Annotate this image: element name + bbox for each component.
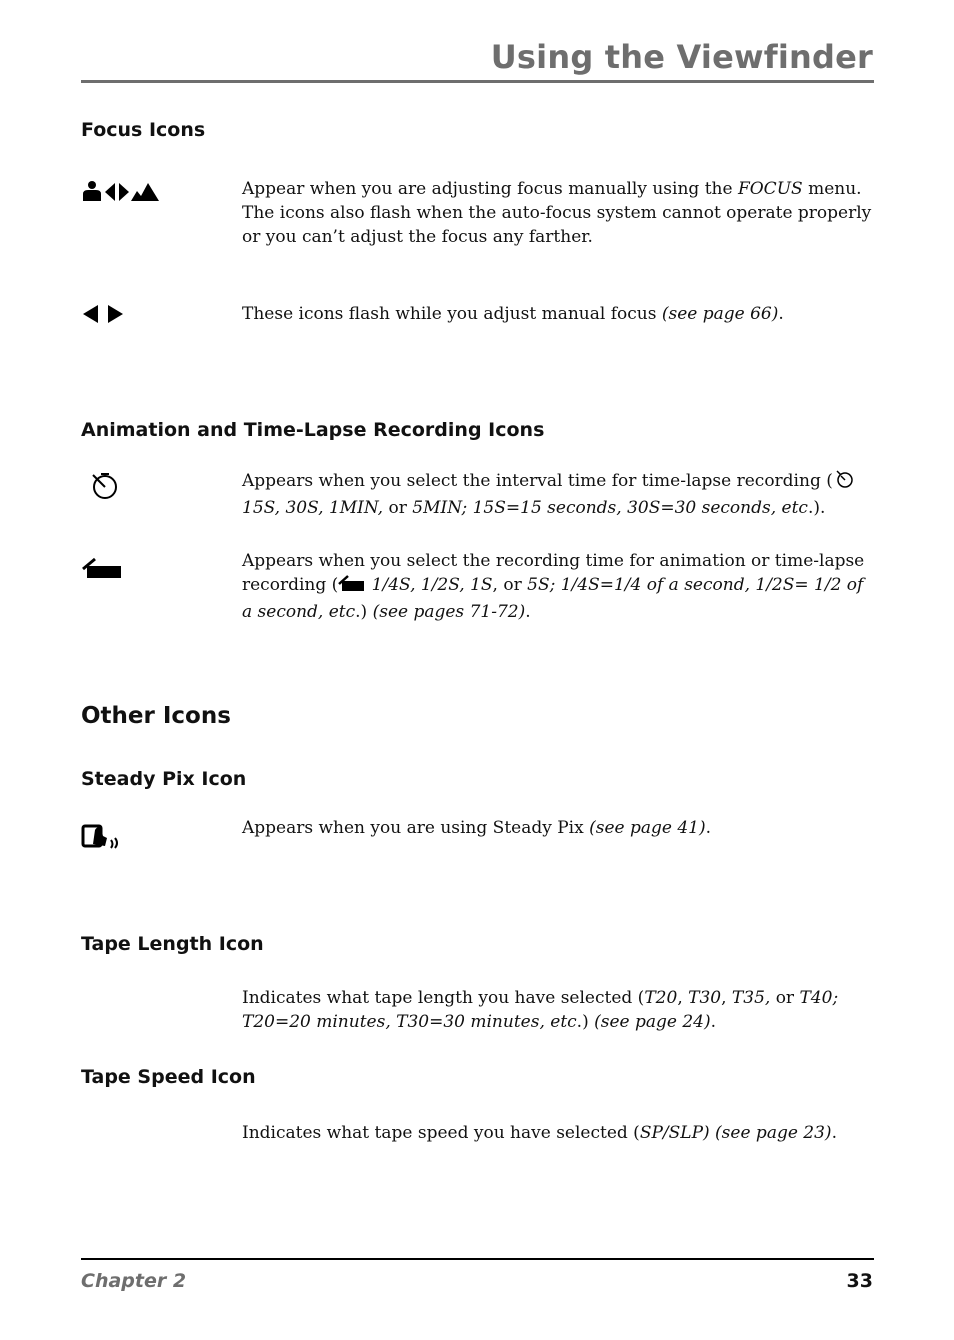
focus-icons-heading: Focus Icons: [81, 119, 206, 141]
animation-time-lapse-heading: Animation and Time-Lapse Recording Icons: [81, 419, 545, 441]
inline-clapper-icon: [338, 575, 366, 600]
other-icons-heading: Other Icons: [81, 703, 231, 729]
page-title: Using the Viewfinder: [490, 38, 873, 76]
interval-time-description: Appears when you select the interval time for time-lapse recording ( 15S, 30S, 1MIN, or 5MIN; 15S=15 seconds, 30S=30 seconds, etc.).: [242, 469, 874, 520]
header-rule: [81, 80, 874, 83]
steady-pix-heading: Steady Pix Icon: [81, 768, 247, 790]
tape-speed-description: Indicates what tape speed you have selected (SP/SLP) (see page 23).: [242, 1123, 837, 1143]
steady-pix-description: Appears when you are using Steady Pix (see page 41).: [242, 818, 712, 838]
clapper-icon: [81, 557, 125, 586]
inline-interval-timer-icon: [833, 469, 855, 496]
focus-arrows-description: These icons flash while you adjust manual focus (see page 66).: [242, 304, 784, 324]
page-number: 33: [846, 1270, 873, 1292]
steady-pix-hand-icon: [81, 822, 123, 855]
left-right-arrows-icon: [81, 303, 127, 330]
tape-length-heading: Tape Length Icon: [81, 933, 264, 955]
focus-manual-description: Appear when you are adjusting focus manually using the FOCUS menu. The icons also flash when the auto-focus system cannot operate properly or you can’t adjust the focus any farther.: [242, 179, 872, 247]
footer-rule: [81, 1258, 874, 1260]
recording-time-description: Appears when you select the recording time for animation or time-lapse recording ( 1/4S, 1/2S, 1S, or 5S; 1/4S=1/4 of a second, 1/2S= 1/2 of a second, etc.) (see pages 71-72).: [242, 551, 865, 622]
interval-timer-icon: [81, 472, 121, 507]
focus-person-arrows-mountain-icon: [81, 180, 163, 209]
tape-speed-heading: Tape Speed Icon: [81, 1066, 256, 1088]
chapter-label: Chapter 2: [81, 1270, 187, 1292]
tape-length-description: Indicates what tape length you have selected (T20, T30, T35, or T40; T20=20 minutes, T30=30 minutes, etc.) (see page 24).: [242, 988, 839, 1032]
